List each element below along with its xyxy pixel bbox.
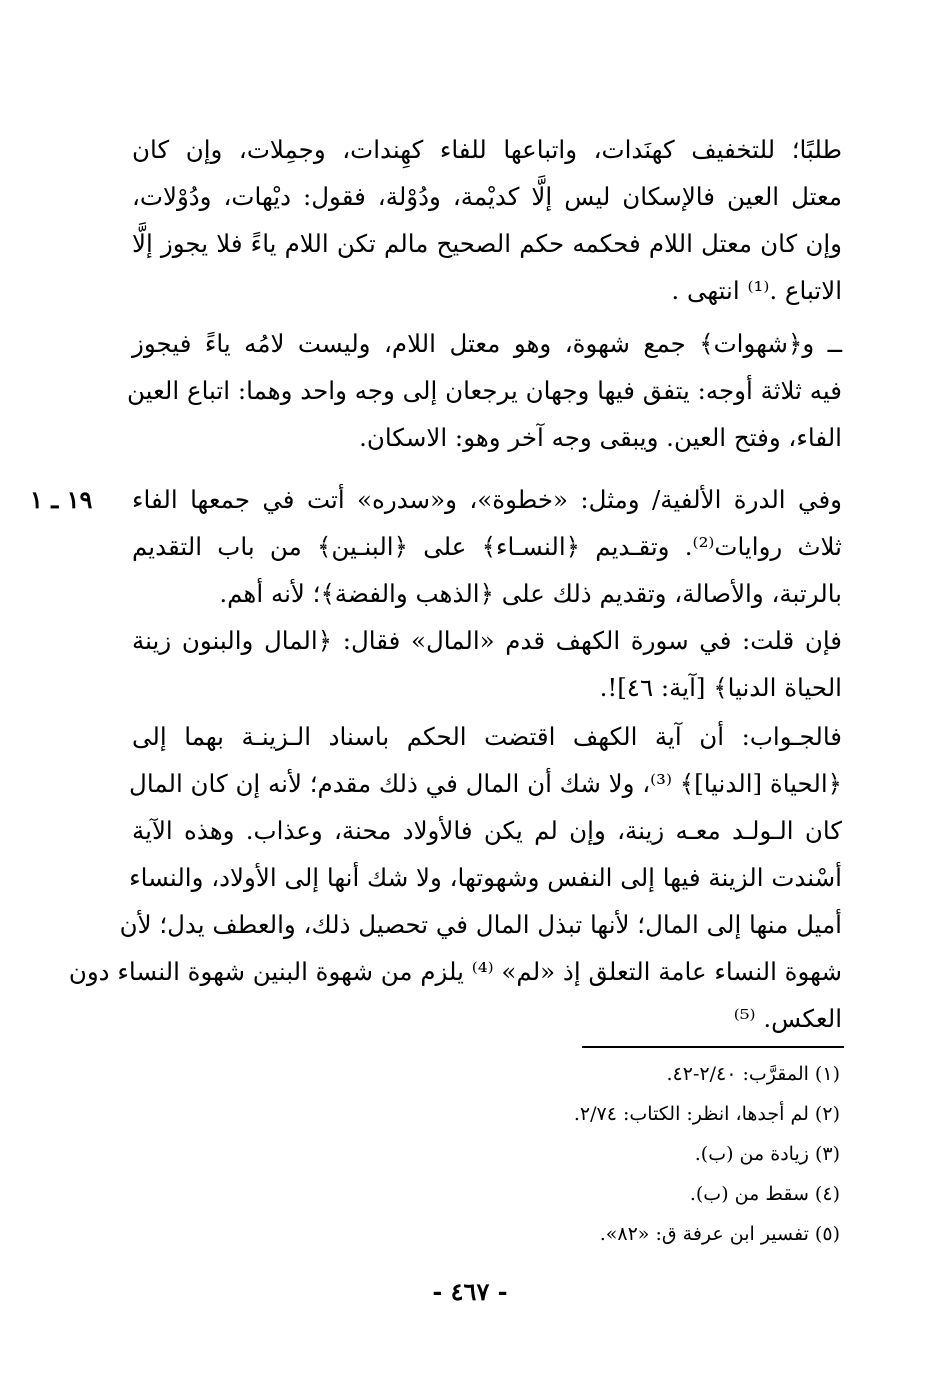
footnote: (٤) سقط من (ب).	[689, 1183, 840, 1205]
footnotes	[300, 1054, 840, 1254]
footnote: (٥) تفسير ابن عرفة ق: «٨٢».	[599, 1223, 840, 1245]
text-line: كان الـولـد معـه زينة، وإن لم يكن فالأولاد محنة، وعذاب. وهذه الآية	[132, 816, 842, 845]
text-line: العكس. ⁽⁵⁾	[733, 1004, 842, 1033]
text-line: ــ و﴿شهوات﴾ جمع شهوة، وهو معتل اللام، وليست لامُه ياءً فيجوز	[132, 329, 842, 358]
text-line: وإن كان معتل اللام فحكمه حكم الصحيح مالم تكن اللام ياءً فلا يجوز إلَّا	[132, 229, 842, 258]
footnote-divider	[582, 1046, 844, 1048]
text-line: أميل منها إلى المال؛ لأنها تبذل المال في تحصيل ذلك، والعطف يدل؛ لأن	[119, 910, 842, 939]
paragraph-4	[132, 617, 842, 711]
text-line: معتل العين فالإسكان ليس إلَّا كديْمة، ودُوْلة، فقول: ديْهات، ودُوْلات،	[132, 182, 842, 211]
footnote: (٢) لم أجدها، انظر: الكتاب: ٢/٧٤.	[573, 1103, 840, 1125]
text-line: فيه ثلاثة أوجه: يتفق فيها وجهان يرجعان إلى وجه واحد وهما: اتباع العين	[127, 376, 842, 405]
text-line: ﴿الحياة [الدنيا]﴾ ⁽³⁾، ولا شك أن المال في ذلك مقدم؛ لأنه إن كان المال	[129, 769, 842, 798]
text-line: ثلاث روايات⁽²⁾. وتقـديم ﴿النسـاء﴾ على ﴿البنـين﴾ من باب التقديم	[132, 532, 842, 561]
paragraph-1	[132, 126, 842, 314]
paragraph-2	[127, 320, 842, 461]
text-line: طلبًا؛ للتخفيف كهنَدات، واتباعها للفاء كهِندات، وجمِلات، وإن كان	[132, 135, 842, 164]
text-line: فإن قلت: في سورة الكهف قدم «المال» فقال: ﴿المال والبنون زينة	[132, 626, 842, 655]
text-line: أسْندت الزينة فيها إلى النفس وشهوتها، ولا شك أنها إلى الأولاد، والنساء	[129, 863, 842, 892]
paragraph-5	[68, 713, 842, 1042]
text-line: الحياة الدنيا﴾ [آية: ٤٦]!.	[599, 673, 842, 702]
text-line: الفاء، وفتح العين. ويبقى وجه آخر وهو: الاسكان.	[359, 423, 842, 452]
paragraph-3	[132, 476, 842, 617]
footnote: (٣) زيادة من (ب).	[694, 1143, 840, 1165]
footnote: (١) المقرَّب: ٢/٤٠-٤٢.	[666, 1063, 840, 1085]
page-number: - ٤٦٧ -	[432, 1277, 508, 1306]
text-line: بالرتبة، والأصالة، وتقديم ذلك على ﴿الذهب والفضة﴾؛ لأنه أهم.	[219, 579, 842, 608]
text-line: الاتباع .⁽¹⁾ انتهى .	[671, 276, 842, 305]
section-number-marker: ١٩ ـ ١	[30, 485, 93, 514]
text-line: وفي الدرة الألفية/ ومثل: «خطوة»، و«سدره» أتت في جمعها الفاء	[132, 485, 842, 514]
text-line: فالجـواب: أن آية الكهف اقتضت الحكم باسناد الـزينـة بهما إلى	[132, 722, 842, 751]
text-line: شهوة النساء عامة التعلق إذ «لم» ⁽⁴⁾ يلزم من شهوة البنين شهوة النساء دون	[68, 957, 842, 986]
